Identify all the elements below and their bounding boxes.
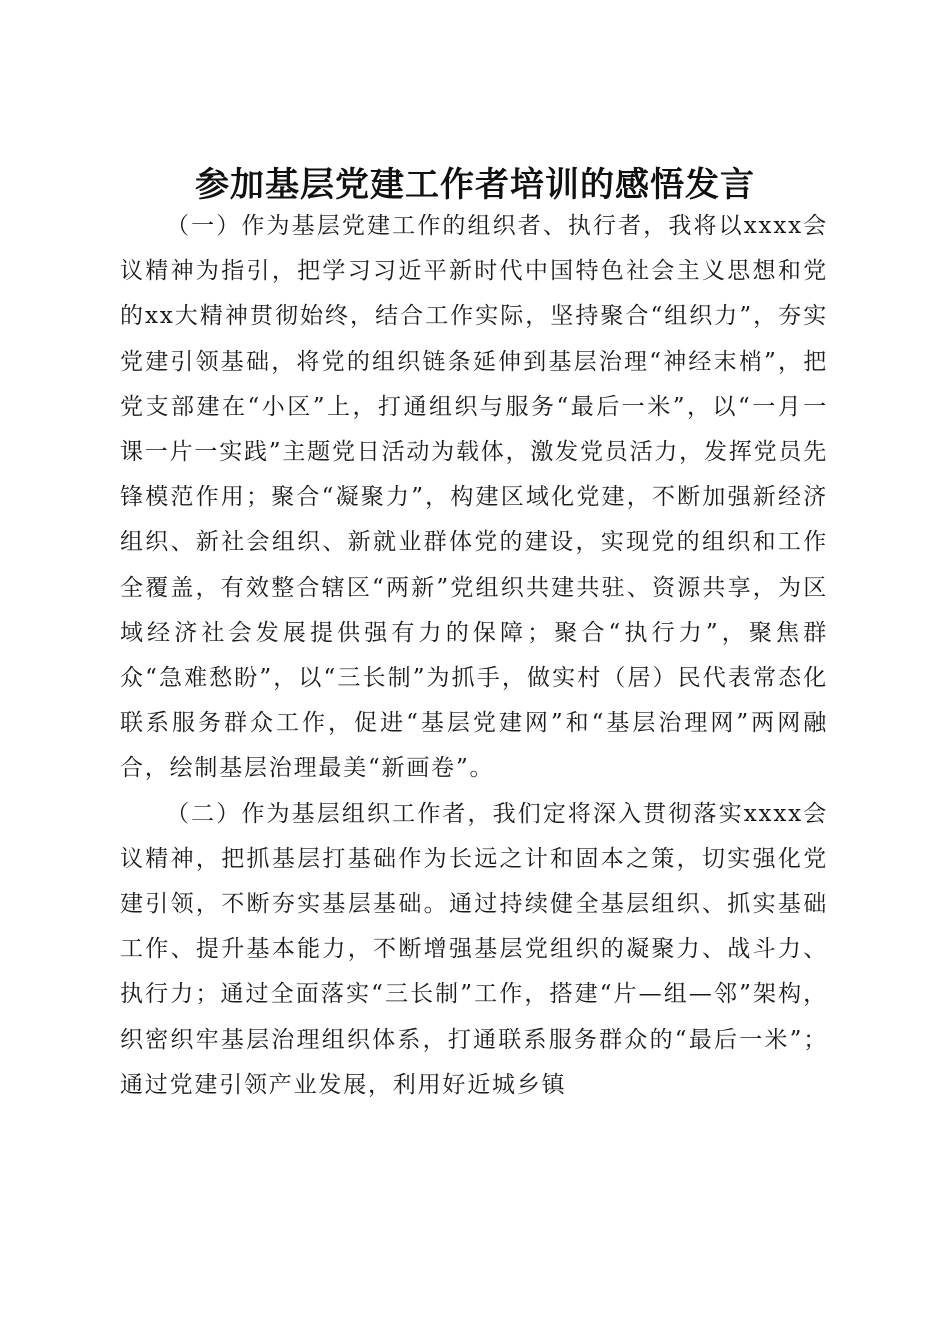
document-body <box>120 204 828 1108</box>
document-title: 参加基层党建工作者培训的感悟发言 <box>195 164 755 205</box>
paragraph-2: （二）作为基层组织工作者，我们定将深入贯彻落实xxxx会议精神，把抓基层打基础作为长远之计和固本之策，切实强化党建引领，不断夯实基层基础。通过持续健全基层组织、抓实基础工作、提升基本能力，不断增强基层党组织的凝聚力、战斗力、执行力；通过全面落实“三长制”工作，搭建“片—组—邻”架构，织密织牢基层治理组织体系，打通联系服务群众的“最后一米”；通过党建引领产业发展，利用好近城乡镇 <box>120 800 828 1098</box>
paragraph-1: （一）作为基层党建工作的组织者、执行者，我将以xxxx会议精神为指引，把学习习近平新时代中国特色社会主义思想和党的xx大精神贯彻始终，结合工作实际，坚持聚合“组织力”，夯实党建引领基础，将党的组织链条延伸到基层治理“神经末梢”，把党支部建在“小区”上，打通组织与服务“最后一米”，以“一月一课一片一实践”主题党日活动为载体，激发党员活力，发挥党员先锋模范作用；聚合“凝聚力”，构建区域化党建，不断加强新经济组织、新社会组织、新就业群体党的建设，实现党的组织和工作全覆盖，有效整合辖区“两新”党组织共建共驻、资源共享，为区域经济社会发展提供强有力的保障；聚合“执行力”，聚焦群众“急难愁盼”，以“三长制”为抓手，做实村（居）民代表常态化联系服务群众工作，促进“基层党建网”和“基层治理网”两网融合，绘制基层治理最美“新画卷”。 <box>120 213 828 782</box>
